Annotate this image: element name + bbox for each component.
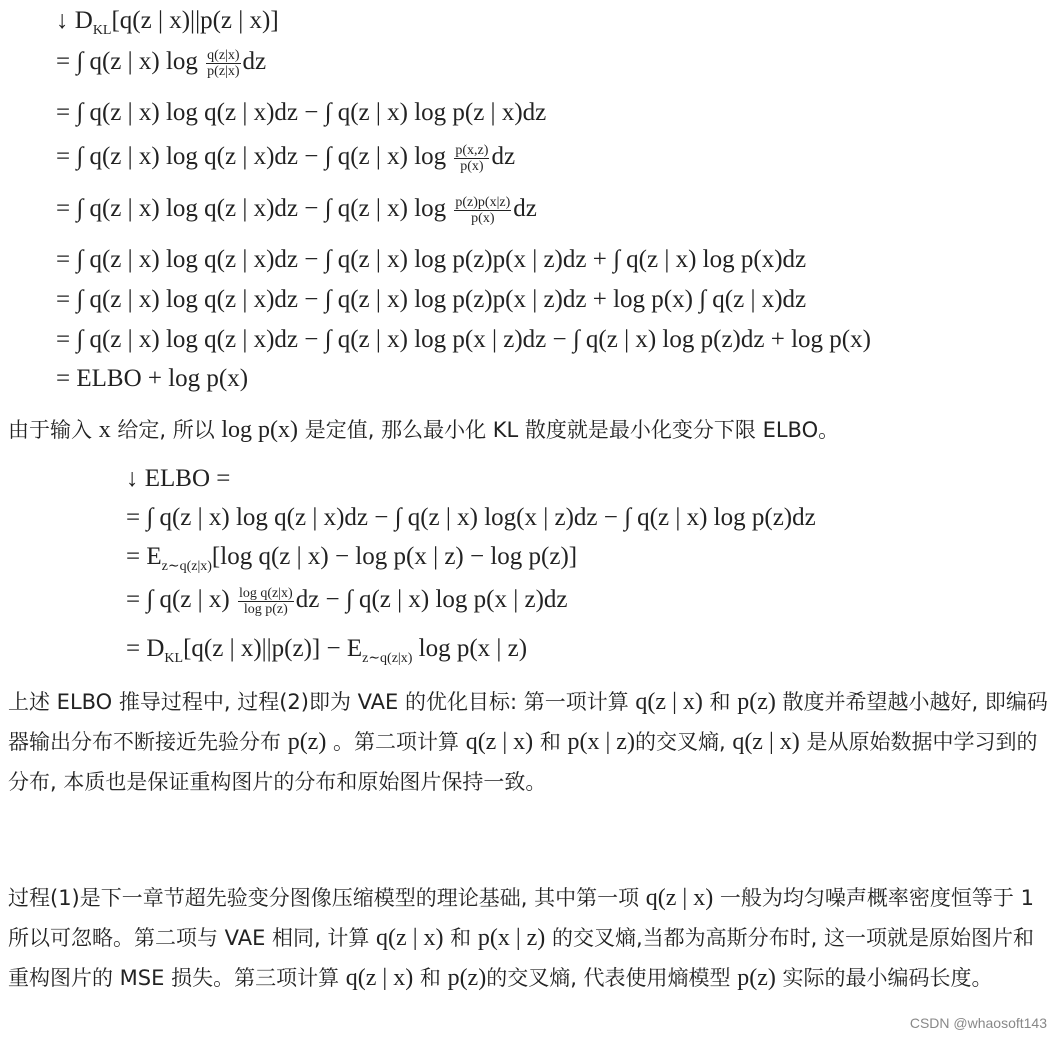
- csdn-watermark: CSDN @whaosoft143: [909, 1015, 1047, 1031]
- paragraph-1: 由于输入 x 给定, 所以 log p(x) 是定值, 那么最小化 KL 散度就是最小化变分下限 ELBO。: [8, 417, 840, 443]
- paragraph-3: 过程(1)是下一章节超先验变分图像压缩模型的理论基础, 其中第一项 q(z | x) 一般为均匀噪声概率密度恒等于 1 所以可忽略。第二项与 VAE 相同, 计算 q(z | x) 和 p(x | z) 的交叉熵,当都为高斯分布时, 这一项就是原始图片和重构图片的 MSE 损失。第三项计算 q(z | x) 和 p(z)的交叉熵, 代表使用熵模型 p(z) 实际的最小编码长度。: [8, 885, 1035, 991]
- kl-derivation-line-5: = ∫ q(z | x) log q(z | x)dz − ∫ q(z | x) log $\frac{p(z)p(x|z)}{p(x)}$ dz: [56, 195, 537, 226]
- kl-derivation-line-3: = ∫ q(z | x) log q(z | x)dz − ∫ q(z | x) log p(z | x)dz: [56, 99, 547, 126]
- kl-derivation-line-1: ↓ $D_{KL}[q(z$ | x)||p(z | x)]: [56, 7, 279, 38]
- elbo-derivation-line-3: = $E_{z\sim q(z|x)}[\log$ q(z | x) − log p(x | z) − log p(z)]: [126, 543, 578, 574]
- kl-derivation-line-9: = ELBO + log p(x): [56, 365, 249, 392]
- kl-derivation-line-6: = ∫ q(z | x) log q(z | x)dz − ∫ q(z | x) log p(z)p(x | z)dz + ∫ q(z | x) log p(x)dz: [56, 246, 807, 273]
- kl-derivation-line-7: = ∫ q(z | x) log q(z | x)dz − ∫ q(z | x) log p(z)p(x | z)dz + log p(x) ∫ q(z | x)dz: [56, 286, 807, 313]
- kl-derivation-line-2: = ∫ q(z | x) log $\frac{q(z|x)}{p(z|x)}$ dz: [56, 48, 267, 79]
- elbo-derivation-line-5: = $D_{KL}[q(z$ | $x)||p(z)] - E_{z\sim q(z|x)}$ log p(x | z): [126, 635, 528, 666]
- kl-derivation-line-4: = ∫ q(z | x) log q(z | x)dz − ∫ q(z | x) log $\frac{p(x,z)}{p(x)}$ dz: [56, 143, 516, 174]
- elbo-derivation-line-4: = ∫ q(z | x) $\frac{\text{log q(z|x)}}{\text{log p(z)}}$ dz − ∫ q(z | x) log p(x | z)dz: [126, 586, 568, 617]
- kl-derivation-line-8: = ∫ q(z | x) log q(z | x)dz − ∫ q(z | x) log p(x | z)dz − ∫ q(z | x) log p(z)dz + log p(x): [56, 326, 871, 353]
- elbo-derivation-line-2: = ∫ q(z | x) log q(z | x)dz − ∫ q(z | x) log(x | z)dz − ∫ q(z | x) log p(z)dz: [126, 504, 816, 531]
- paragraph-2: 上述 ELBO 推导过程中, 过程(2)即为 VAE 的优化目标: 第一项计算 q(z | x) 和 p(z) 散度并希望越小越好, 即编码器输出分布不断接近先验分布 p(z) 。第二项计算 q(z | x) 和 p(x | z)的交叉熵, q(z | x) 是从原始数据中学习到的分布, 本质也是保证重构图片的分布和原始图片保持一致。: [8, 689, 1048, 794]
- elbo-derivation-line-1: ↓ ELBO =: [126, 465, 231, 492]
